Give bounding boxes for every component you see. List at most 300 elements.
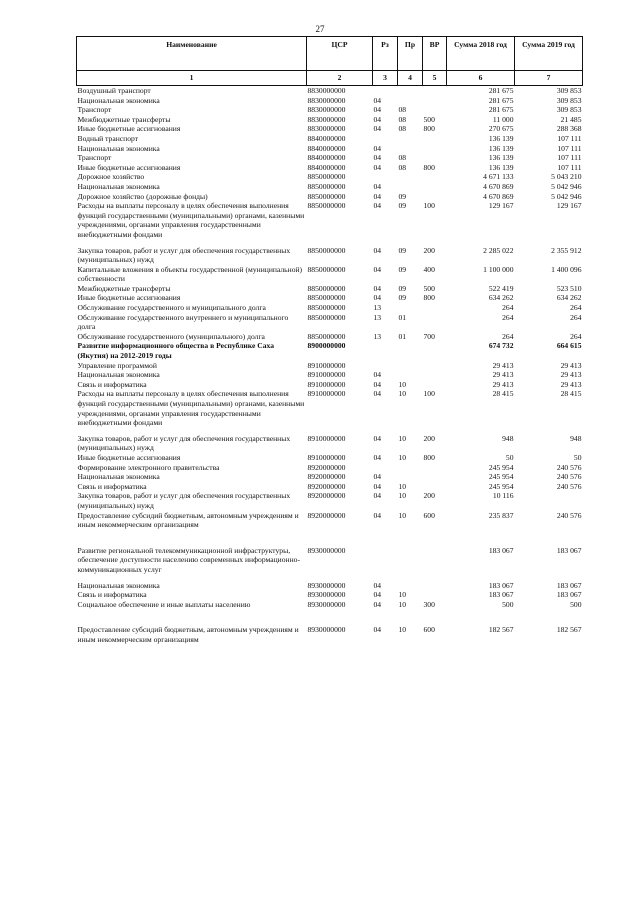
row-csr-code: 8920000000 <box>307 462 346 472</box>
row-sum-2019: 29 413 <box>560 379 582 389</box>
row-csr-code: 8850000000 <box>307 172 346 182</box>
table-row <box>77 389 583 427</box>
table-row <box>77 463 583 473</box>
table-row <box>77 105 583 115</box>
row-sum-2018: 136 139 <box>488 133 514 143</box>
row-vr-code <box>423 313 447 332</box>
row-sum-2019: 948 <box>570 433 582 443</box>
row-vr-code: 500 <box>423 283 435 293</box>
table-row <box>77 265 583 284</box>
row-csr-code: 8830000000 <box>307 95 346 105</box>
row-vr-code: 100 <box>423 389 435 399</box>
row-rz-code: 13 <box>373 331 382 341</box>
row-vr-code <box>423 530 447 575</box>
table-row <box>77 530 583 575</box>
row-vr-code: 600 <box>423 625 435 635</box>
row-name: Дорожное хозяйство (дорожные фонды) <box>77 191 208 201</box>
row-pr-code: 09 <box>398 293 407 303</box>
row-name: Обслуживание государственного внутреннего и муниципального долга <box>77 312 289 332</box>
row-name: Обслуживание государственного (муниципального) долга <box>77 331 265 341</box>
row-csr-code: 8850000000 <box>307 303 346 313</box>
row-csr-code: 8840000000 <box>307 133 346 143</box>
row-pr-code <box>398 86 423 96</box>
row-csr-code: 8930000000 <box>307 625 346 635</box>
row-sum-2019: 240 576 <box>556 510 582 520</box>
table-row <box>77 192 583 202</box>
row-vr-code: 100 <box>423 201 435 211</box>
page-number: 27 <box>315 24 325 34</box>
row-sum-2018: 674 732 <box>488 341 514 351</box>
row-sum-2019: 240 576 <box>556 462 582 472</box>
row-sum-2018: 28 415 <box>492 389 514 399</box>
row-name: Закупка товаров, работ и услуг для обеспечения государственных (муниципальных) нужд <box>77 245 291 265</box>
row-pr-code: 09 <box>398 264 407 274</box>
table-row <box>77 482 583 492</box>
row-rz-code: 04 <box>373 162 382 172</box>
row-name: Развитие информационного общества в Республике Саха (Якутия) на 2012-2019 годы <box>77 341 274 361</box>
row-sum-2018: 29 413 <box>492 370 514 380</box>
row-sum-2019: 129 167 <box>556 201 582 211</box>
row-csr-code: 8900000000 <box>307 341 346 351</box>
column-header-sum-2019: Сумма 2019 год <box>515 37 583 71</box>
row-sum-2019: 309 853 <box>556 105 582 115</box>
row-pr-code: 09 <box>398 245 407 255</box>
row-vr-code: 800 <box>423 124 435 134</box>
table-row <box>77 472 583 482</box>
row-rz-code: 04 <box>373 389 382 399</box>
row-name: Национальная экономика <box>77 143 160 153</box>
row-sum-2018: 29 413 <box>492 360 514 370</box>
table-row <box>77 153 583 163</box>
row-csr-code: 8850000000 <box>307 181 346 191</box>
row-sum-2018: 281 675 <box>488 95 514 105</box>
row-sum-2019: 240 576 <box>556 472 582 482</box>
row-pr-code: 08 <box>398 105 407 115</box>
row-rz-code: 04 <box>373 153 382 163</box>
row-sum-2019: 29 413 <box>560 360 582 370</box>
row-name: Закупка товаров, работ и услуг для обеспечения государственных (муниципальных) нужд <box>77 433 291 453</box>
row-sum-2019: 288 368 <box>556 124 582 134</box>
row-pr-code <box>398 575 423 591</box>
row-name: Иные бюджетные ассигнования <box>77 452 181 462</box>
row-csr-code: 8850000000 <box>307 201 346 211</box>
row-vr-code <box>423 153 447 163</box>
row-pr-code <box>398 96 423 106</box>
row-vr-code: 800 <box>423 452 435 462</box>
row-name: Национальная экономика <box>77 370 160 380</box>
row-sum-2018: 4 671 133 <box>483 172 514 182</box>
row-vr-code <box>423 482 447 492</box>
table-row <box>77 313 583 332</box>
row-pr-code <box>398 370 423 380</box>
row-vr-code <box>423 380 447 390</box>
row-rz-code <box>373 530 398 575</box>
row-pr-code: 10 <box>398 433 407 443</box>
row-pr-code: 10 <box>398 625 407 635</box>
row-sum-2019: 183 067 <box>556 545 582 555</box>
row-rz-code: 04 <box>373 379 382 389</box>
table-row <box>77 370 583 380</box>
row-rz-code: 04 <box>373 510 382 520</box>
row-vr-code: 200 <box>423 491 435 501</box>
row-sum-2019: 523 510 <box>556 283 582 293</box>
table-body <box>77 86 583 645</box>
row-sum-2019: 1 400 096 <box>551 264 582 274</box>
row-sum-2018: 500 <box>502 599 514 609</box>
row-pr-code: 08 <box>398 153 407 163</box>
row-csr-code: 8910000000 <box>307 370 346 380</box>
table-row <box>77 144 583 154</box>
column-number: 6 <box>447 71 515 86</box>
row-rz-code <box>373 361 398 371</box>
row-csr-code: 8920000000 <box>307 481 346 491</box>
row-vr-code <box>423 86 447 96</box>
row-vr-code: 200 <box>423 433 435 443</box>
table-row <box>77 332 583 342</box>
row-sum-2018: 129 167 <box>488 201 514 211</box>
row-vr-code: 800 <box>423 162 435 172</box>
row-csr-code: 8850000000 <box>307 191 346 201</box>
row-csr-code: 8920000000 <box>307 510 346 520</box>
row-vr-code <box>423 182 447 192</box>
row-pr-code: 08 <box>398 124 407 134</box>
row-sum-2019: 182 567 <box>556 625 582 635</box>
row-rz-code: 04 <box>373 283 382 293</box>
row-sum-2018: 11 000 <box>492 114 514 124</box>
column-number-row <box>77 71 583 86</box>
table-row <box>77 115 583 125</box>
row-vr-code <box>423 192 447 202</box>
row-name: Расходы на выплаты персоналу в целях обеспечения выполнения функций государственными (муниципальными) органами, казенными учреждениями, органами управления государственными внебюджетными фондами <box>77 389 305 428</box>
row-vr-code: 300 <box>423 599 435 609</box>
row-vr-code <box>423 134 447 144</box>
row-name: Иные бюджетные ассигнования <box>77 293 181 303</box>
row-csr-code: 8850000000 <box>307 245 346 255</box>
row-pr-code <box>398 303 423 313</box>
row-name: Национальная экономика <box>77 472 160 482</box>
row-sum-2018: 281 675 <box>488 86 514 95</box>
table-row <box>77 124 583 134</box>
column-header-vr: ВР <box>423 37 447 71</box>
row-rz-code: 04 <box>373 181 382 191</box>
row-name: Капитальные вложения в объекты государственной (муниципальной) собственности <box>77 264 303 284</box>
table-row <box>77 201 583 239</box>
row-csr-code: 8840000000 <box>307 153 346 163</box>
row-sum-2019: 5 042 946 <box>551 181 582 191</box>
row-sum-2019: 107 111 <box>557 133 582 143</box>
row-sum-2019: 500 <box>570 599 582 609</box>
column-number: 4 <box>398 71 423 86</box>
row-rz-code: 04 <box>373 481 382 491</box>
row-sum-2018: 50 <box>505 452 514 462</box>
table-row <box>77 341 583 360</box>
row-csr-code: 8910000000 <box>307 433 346 443</box>
row-sum-2018: 522 419 <box>488 283 514 293</box>
row-sum-2019: 5 042 946 <box>551 191 582 201</box>
row-name: Закупка товаров, работ и услуг для обеспечения государственных (муниципальных) нужд <box>77 491 291 510</box>
column-header-pr: Пр <box>398 37 423 71</box>
row-rz-code: 04 <box>373 105 382 115</box>
row-name: Расходы на выплаты персоналу в целях обеспечения выполнения функций государственными (муниципальными) органами, казенными учреждениями, органами управления государственными внебюджетными фондами <box>77 201 305 239</box>
table-row <box>77 284 583 294</box>
row-rz-code: 04 <box>373 452 382 462</box>
row-sum-2018: 182 567 <box>488 625 514 635</box>
row-name: Транспорт <box>77 105 112 115</box>
table-row <box>77 163 583 173</box>
row-sum-2019: 50 <box>573 452 582 462</box>
row-rz-code: 04 <box>373 599 382 609</box>
row-csr-code: 8830000000 <box>307 114 346 124</box>
row-sum-2018: 264 <box>502 303 514 313</box>
table-row <box>77 491 583 510</box>
row-pr-code: 09 <box>398 191 407 201</box>
table-row <box>77 293 583 303</box>
row-pr-code: 10 <box>398 389 407 399</box>
row-pr-code: 01 <box>398 331 407 341</box>
row-vr-code <box>423 370 447 380</box>
row-sum-2018: 183 067 <box>488 580 514 590</box>
row-sum-2019: 240 576 <box>556 481 582 491</box>
row-name: Иные бюджетные ассигнования <box>77 162 181 172</box>
column-number: 1 <box>77 71 307 86</box>
column-number: 2 <box>307 71 373 86</box>
row-vr-code <box>423 472 447 482</box>
row-pr-code <box>398 361 423 371</box>
row-sum-2019 <box>515 491 583 510</box>
row-sum-2019: 107 111 <box>557 153 582 163</box>
row-sum-2018: 136 139 <box>488 162 514 172</box>
row-vr-code <box>423 590 447 600</box>
table-row <box>77 575 583 591</box>
row-rz-code: 04 <box>373 625 382 635</box>
row-vr-code: 700 <box>423 331 435 341</box>
row-vr-code: 400 <box>423 264 435 274</box>
column-header-name: Наименование <box>77 37 307 71</box>
row-rz-code: 04 <box>373 580 382 590</box>
row-pr-code: 09 <box>398 201 407 211</box>
row-csr-code: 8830000000 <box>307 86 346 95</box>
row-name: Национальная экономика <box>77 580 160 590</box>
row-name: Управление программой <box>77 360 157 370</box>
row-vr-code <box>423 463 447 473</box>
row-sum-2018: 948 <box>502 433 514 443</box>
row-csr-code: 8850000000 <box>307 293 346 303</box>
row-rz-code: 04 <box>373 201 382 211</box>
row-rz-code <box>373 134 398 144</box>
row-rz-code: 04 <box>373 264 382 274</box>
row-sum-2019: 107 111 <box>557 162 582 172</box>
row-sum-2018: 4 670 869 <box>483 191 514 201</box>
row-name: Иные бюджетные ассигнования <box>77 124 181 134</box>
row-rz-code <box>373 341 398 360</box>
table-row <box>77 240 583 265</box>
row-csr-code: 8830000000 <box>307 124 346 134</box>
row-sum-2019: 2 355 912 <box>551 245 582 255</box>
row-sum-2019: 264 <box>570 331 582 341</box>
row-rz-code: 04 <box>373 293 382 303</box>
row-rz-code: 04 <box>373 114 382 124</box>
row-vr-code: 500 <box>423 114 435 124</box>
row-pr-code: 10 <box>398 481 407 491</box>
row-vr-code <box>423 575 447 591</box>
column-header-csr: ЦСР <box>307 37 373 71</box>
row-name: Национальная экономика <box>77 95 160 105</box>
row-pr-code <box>398 144 423 154</box>
row-name: Обслуживание государственного и муниципального долга <box>77 303 266 313</box>
row-pr-code <box>398 472 423 482</box>
row-csr-code: 8910000000 <box>307 360 346 370</box>
row-pr-code: 10 <box>398 510 407 520</box>
row-pr-code: 10 <box>398 491 407 501</box>
row-sum-2018: 634 262 <box>488 293 514 303</box>
row-sum-2019: 107 111 <box>557 143 582 153</box>
row-vr-code: 600 <box>423 510 435 520</box>
row-sum-2018: 183 067 <box>488 545 514 555</box>
row-sum-2019: 183 067 <box>556 580 582 590</box>
table-row <box>77 428 583 453</box>
table-row <box>77 86 583 96</box>
column-number: 7 <box>515 71 583 86</box>
column-number: 5 <box>423 71 447 86</box>
column-header-sum-2018: Сумма 2018 год <box>447 37 515 71</box>
row-rz-code <box>373 172 398 182</box>
row-pr-code: 10 <box>398 599 407 609</box>
row-sum-2018: 4 670 869 <box>483 181 514 191</box>
row-sum-2019: 21 485 <box>560 114 582 124</box>
row-name: Предоставление субсидий бюджетным, автономным учреждениям и иным некоммерческим организациям <box>77 625 299 644</box>
row-sum-2018: 264 <box>502 312 514 322</box>
row-rz-code: 04 <box>373 124 382 134</box>
row-rz-code: 04 <box>373 245 382 255</box>
row-sum-2018: 136 139 <box>488 143 514 153</box>
table-row <box>77 134 583 144</box>
row-csr-code: 8930000000 <box>307 580 346 590</box>
table-row <box>77 609 583 644</box>
row-sum-2018: 10 116 <box>492 491 514 501</box>
row-name: Воздушный транспорт <box>77 86 151 95</box>
row-pr-code: 08 <box>398 162 407 172</box>
row-sum-2019: 309 853 <box>556 95 582 105</box>
row-sum-2019: 264 <box>570 303 582 313</box>
row-csr-code: 8830000000 <box>307 105 346 115</box>
row-csr-code: 8920000000 <box>307 491 346 501</box>
row-rz-code <box>373 86 398 96</box>
row-name: Водный транспорт <box>77 133 139 143</box>
row-rz-code: 04 <box>373 590 382 600</box>
row-pr-code <box>398 341 423 360</box>
row-sum-2019: 634 262 <box>556 293 582 303</box>
row-vr-code <box>423 96 447 106</box>
row-rz-code: 13 <box>373 312 382 322</box>
row-sum-2019: 5 043 210 <box>551 172 582 182</box>
table-row <box>77 96 583 106</box>
table-row <box>77 590 583 600</box>
row-name: Социальное обеспечение и иные выплаты населению <box>77 599 251 609</box>
row-pr-code: 10 <box>398 590 407 600</box>
budget-table <box>76 36 583 644</box>
row-rz-code: 04 <box>373 143 382 153</box>
row-csr-code: 8850000000 <box>307 264 346 274</box>
row-csr-code: 8920000000 <box>307 472 346 482</box>
row-pr-code: 01 <box>398 312 407 322</box>
row-sum-2019: 183 067 <box>556 590 582 600</box>
row-sum-2018: 245 954 <box>488 472 514 482</box>
row-rz-code: 04 <box>373 191 382 201</box>
table-row <box>77 182 583 192</box>
header-row <box>77 37 583 71</box>
row-csr-code: 8910000000 <box>307 389 346 399</box>
table-row <box>77 511 583 530</box>
row-name: Межбюджетные трансферты <box>77 114 171 124</box>
row-vr-code <box>423 303 447 313</box>
row-pr-code: 10 <box>398 379 407 389</box>
row-rz-code: 04 <box>373 95 382 105</box>
row-sum-2018: 245 954 <box>488 481 514 491</box>
row-name: Дорожное хозяйство <box>77 172 145 182</box>
row-rz-code: 04 <box>373 472 382 482</box>
row-name: Связь и информатика <box>77 379 147 389</box>
row-rz-code: 04 <box>373 491 382 501</box>
row-csr-code: 8930000000 <box>307 599 346 609</box>
row-vr-code <box>423 144 447 154</box>
row-csr-code: 8910000000 <box>307 452 346 462</box>
row-pr-code: 08 <box>398 114 407 124</box>
row-rz-code <box>373 463 398 473</box>
row-sum-2018: 29 413 <box>492 379 514 389</box>
row-csr-code: 8850000000 <box>307 283 346 293</box>
row-vr-code <box>423 341 447 360</box>
row-sum-2018: 136 139 <box>488 153 514 163</box>
row-sum-2019: 309 853 <box>556 86 582 95</box>
row-rz-code: 13 <box>373 303 382 313</box>
table-row <box>77 600 583 610</box>
row-vr-code: 800 <box>423 293 435 303</box>
row-name: Межбюджетные трансферты <box>77 283 171 293</box>
row-sum-2018: 2 285 022 <box>483 245 514 255</box>
row-csr-code: 8930000000 <box>307 590 346 600</box>
row-sum-2019: 29 413 <box>560 370 582 380</box>
row-name: Связь и информатика <box>77 481 147 491</box>
row-rz-code: 04 <box>373 370 382 380</box>
row-csr-code: 8850000000 <box>307 312 346 322</box>
table-row <box>77 303 583 313</box>
row-csr-code: 8910000000 <box>307 379 346 389</box>
row-pr-code <box>398 463 423 473</box>
row-vr-code <box>423 361 447 371</box>
row-pr-code <box>398 182 423 192</box>
row-sum-2018: 281 675 <box>488 105 514 115</box>
row-vr-code <box>423 105 447 115</box>
row-pr-code <box>398 134 423 144</box>
column-header-rz: Рз <box>373 37 398 71</box>
row-csr-code: 8850000000 <box>307 331 346 341</box>
row-vr-code <box>423 172 447 182</box>
row-sum-2018: 235 837 <box>488 510 514 520</box>
row-name: Формирование электронного правительства <box>77 462 220 472</box>
table-row <box>77 453 583 463</box>
row-sum-2019: 28 415 <box>560 389 582 399</box>
row-csr-code: 8840000000 <box>307 162 346 172</box>
row-sum-2019: 264 <box>570 312 582 322</box>
table-row <box>77 172 583 182</box>
row-name: Связь и информатика <box>77 590 147 600</box>
row-pr-code: 10 <box>398 452 407 462</box>
row-sum-2018: 270 675 <box>488 124 514 134</box>
row-sum-2019: 664 615 <box>556 341 582 351</box>
table-row <box>77 380 583 390</box>
row-rz-code: 04 <box>373 433 382 443</box>
row-vr-code: 200 <box>423 245 435 255</box>
